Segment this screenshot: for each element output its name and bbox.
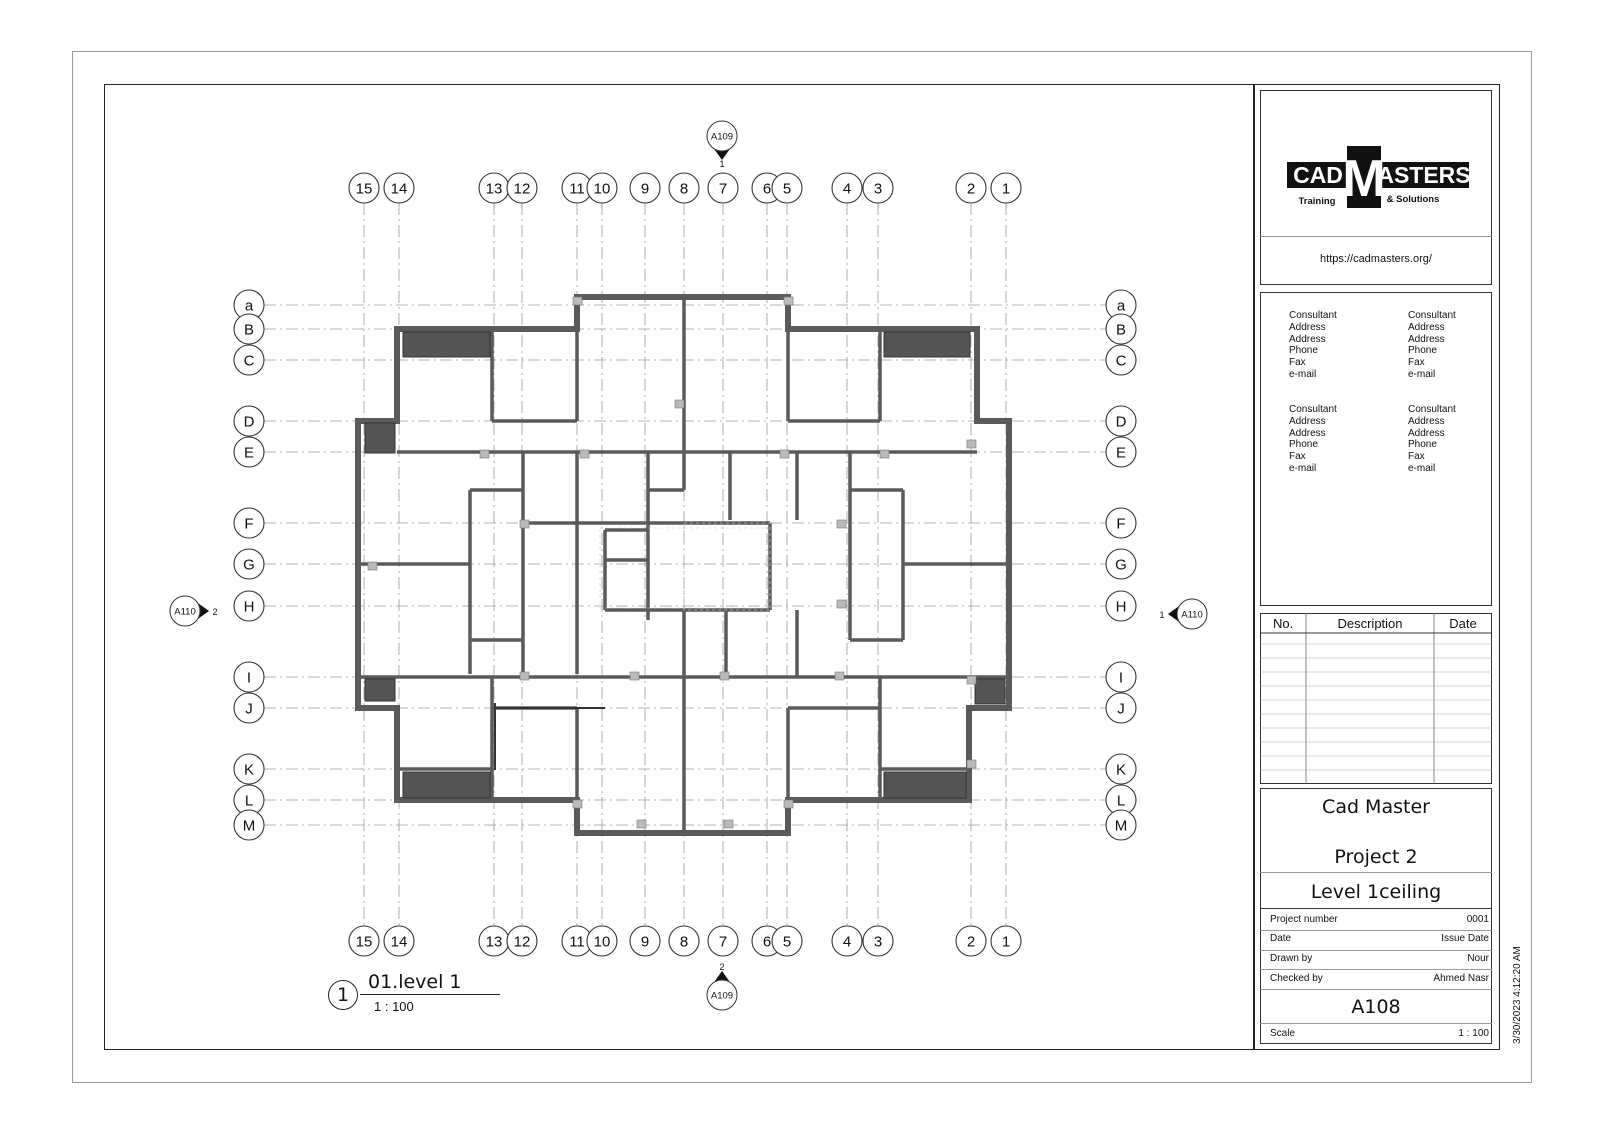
view-title-underline [360,994,500,995]
grid-bubble-left-F [234,508,264,538]
shaded-duct [365,423,395,453]
svg-text:6: 6 [762,180,772,198]
grid-bubble-top-15 [349,173,379,203]
svg-text:15: 15 [355,180,373,198]
grid-bubble-bottom-1 [991,926,1021,956]
column [368,562,377,570]
column [520,672,529,680]
section-ref: A110 [1181,609,1203,621]
titleblock-divider [1253,84,1255,1050]
grid-bubble-bottom-5 [772,926,802,956]
grid-bubble-left-E [234,437,264,467]
svg-text:M: M [242,817,256,835]
column [630,672,639,680]
consultant-block-4: Consultant Address Address Phone Fax e-mail [1408,404,1456,474]
grid-bubble-left-G [234,549,264,579]
grid-bubble-top-12 [507,173,537,203]
project-number-label: Project number [1270,914,1338,925]
svg-text:D: D [243,413,255,431]
grid-bubble-top-13 [479,173,509,203]
grid-bubble-right-K [1106,754,1136,784]
svg-text:6: 6 [762,933,772,951]
svg-text:K: K [243,761,255,779]
info-separator [1260,872,1492,873]
column [724,820,733,828]
drawn-by-value: Nour [1467,953,1489,964]
grid-bubble-bottom-14 [384,926,414,956]
svg-text:a: a [1116,297,1126,315]
section-marker-left [170,596,218,626]
svg-text:Training: Training [1298,196,1336,207]
company-name: Cad Master [1322,796,1430,818]
company-url[interactable]: https://cadmasters.org/ [1320,253,1432,265]
shaded-duct [975,679,1005,704]
section-number: 1 [719,159,725,169]
svg-text:14: 14 [390,180,408,198]
grid-bubble-bottom-12 [507,926,537,956]
svg-text:9: 9 [640,933,650,951]
column [967,760,976,768]
grid-bubble-bottom-2 [956,926,986,956]
svg-text:G: G [1115,556,1127,574]
grid-bubble-right-M [1106,810,1136,840]
grid-bubble-bottom-10 [587,926,617,956]
svg-text:K: K [1115,761,1127,779]
grid-bubble-top-9 [630,173,660,203]
svg-text:3: 3 [873,180,883,198]
drawn-by-label: Drawn by [1270,953,1313,964]
section-markers [170,121,1207,1010]
svg-text:M: M [1342,150,1386,208]
grid-bubble-bottom-8 [669,926,699,956]
grid-bubble-left-M [234,810,264,840]
rev-col-date: Date [1449,616,1477,631]
column [573,297,582,305]
view-title: 01.level 1 [368,971,462,993]
svg-text:13: 13 [485,180,503,198]
checked-by-label: Checked by [1270,973,1323,984]
project-number-value: 0001 [1466,914,1489,925]
grid-bubble-top-7 [708,173,738,203]
grid-bubble-right-E [1106,437,1136,467]
grid-bubble-bottom-13 [479,926,509,956]
svg-text:a: a [244,297,254,315]
svg-text:1: 1 [1001,933,1011,951]
column [573,800,582,808]
column [580,450,589,458]
row-divider [1260,1023,1492,1024]
grid-bubble-bottom-15 [349,926,379,956]
date-value: Issue Date [1441,933,1489,944]
row-divider [1260,950,1492,951]
svg-text:CAD: CAD [1293,162,1343,188]
svg-text:B: B [1115,321,1127,339]
svg-text:11: 11 [569,933,585,951]
grid-bubble-top-1 [991,173,1021,203]
revision-grid [1260,613,1492,784]
section-number: 2 [719,962,725,972]
date-label: Date [1270,933,1292,944]
grid-bubble-top-4 [832,173,862,203]
logo-separator [1260,236,1492,237]
column [967,440,976,448]
svg-text:11: 11 [569,180,585,198]
grid-bubble-bottom-9 [630,926,660,956]
svg-text:I: I [246,669,252,687]
grid-bubble-top-5 [772,173,802,203]
grid-bubble-bottom-4 [832,926,862,956]
svg-text:4: 4 [842,180,852,198]
svg-text:C: C [1115,352,1127,370]
svg-text:H: H [243,598,255,616]
grid-bubble-bottom-7 [708,926,738,956]
project-name: Project 2 [1334,846,1418,868]
walls [358,297,1009,833]
svg-text:J: J [245,700,253,718]
shaded-duct [403,332,490,357]
svg-text:12: 12 [513,180,531,198]
column [880,450,889,458]
svg-text:F: F [1116,515,1126,533]
sheet-name: Level 1ceiling [1310,881,1442,903]
svg-text:2: 2 [966,933,976,951]
svg-text:5: 5 [782,180,792,198]
view-number-bubble: 1 [328,980,358,1010]
row-divider [1260,930,1492,931]
section-ref: A109 [710,990,734,1002]
grid-bubble-right-G [1106,549,1136,579]
scale-value: 1 : 100 [1458,1028,1489,1039]
grid-bubble-right-H [1106,591,1136,621]
column [637,820,646,828]
svg-text:15: 15 [355,933,373,951]
svg-text:4: 4 [842,933,852,951]
column [967,676,976,684]
shaded-duct [365,679,395,701]
svg-text:9: 9 [640,180,650,198]
grid-bubble-top-3 [863,173,893,203]
grid-bubble-right-J [1106,693,1136,723]
grid-bubble-left-K [234,754,264,784]
svg-text:E: E [243,444,255,462]
svg-text:F: F [244,515,254,533]
column [675,400,684,408]
column [480,450,489,458]
svg-text:& Solutions: & Solutions [1386,194,1440,205]
svg-text:7: 7 [718,180,728,198]
section-ref: A110 [174,606,196,618]
svg-text:2: 2 [966,180,976,198]
sheet-number: A108 [1351,996,1401,1018]
grid-bubble-left-I [234,662,264,692]
rev-col-description: Description [1337,616,1403,631]
grid-bubble-left-H [234,591,264,621]
grid-bubble-top-8 [669,173,699,203]
consultant-block-3: Consultant Address Address Phone Fax e-mail [1289,404,1337,474]
checked-by-value: Ahmed Nasr [1433,973,1489,984]
section-marker-right [1159,599,1207,629]
svg-text:8: 8 [679,933,689,951]
svg-text:B: B [243,321,255,339]
cadmasters-logo [1285,146,1475,210]
column [520,520,529,528]
consultant-block-1: Consultant Address Address Phone Fax e-mail [1289,310,1337,380]
section-ref: A109 [710,131,734,143]
column [720,672,729,680]
svg-text:10: 10 [593,933,611,951]
svg-text:H: H [1115,598,1127,616]
grid-bubble-left-J [234,693,264,723]
svg-text:12: 12 [513,933,531,951]
svg-text:D: D [1115,413,1127,431]
column [835,672,844,680]
consultant-block-2: Consultant Address Address Phone Fax e-mail [1408,310,1456,380]
rev-col-no: No. [1273,616,1294,631]
svg-text:13: 13 [485,933,503,951]
row-divider [1260,969,1492,970]
svg-text:G: G [243,556,255,574]
svg-text:10: 10 [593,180,611,198]
info-separator [1260,908,1492,909]
column [784,297,793,305]
section-number: 2 [212,607,218,617]
svg-text:5: 5 [782,933,792,951]
grid-bubble-right-D [1106,406,1136,436]
grid-bubble-top-14 [384,173,414,203]
column [780,450,789,458]
svg-text:I: I [1118,669,1124,687]
column [837,520,846,528]
shaded-duct [884,332,970,357]
svg-text:8: 8 [679,180,689,198]
section-number: 1 [1159,610,1165,620]
svg-text:1: 1 [1001,180,1011,198]
column [784,800,793,808]
svg-text:C: C [243,352,255,370]
grid-bubble-left-C [234,345,264,375]
column [837,600,846,608]
grid-bubble-right-F [1106,508,1136,538]
svg-text:L: L [244,792,254,810]
svg-text:3: 3 [873,933,883,951]
grid-bubble-left-B [234,314,264,344]
view-scale: 1 : 100 [374,999,414,1014]
shaded-duct [884,772,966,798]
section-marker-bottom [707,962,737,1010]
svg-text:L: L [1116,792,1126,810]
grid-bubble-bottom-3 [863,926,893,956]
shaded-duct [403,772,490,798]
row-divider [1260,989,1492,990]
svg-text:J: J [1117,700,1125,718]
core-opening [684,523,770,610]
grid-bubble-top-2 [956,173,986,203]
grid-bubble-right-C [1106,345,1136,375]
grid-bubble-right-B [1106,314,1136,344]
print-timestamp: 3/30/2023 4:12:20 AM [1512,946,1523,1044]
svg-text:ASTERS: ASTERS [1377,162,1471,188]
grid-bubble-top-10 [587,173,617,203]
section-marker-top [707,121,737,169]
svg-text:E: E [1115,444,1127,462]
svg-text:M: M [1114,817,1128,835]
svg-text:14: 14 [390,933,408,951]
svg-text:7: 7 [718,933,728,951]
scale-label: Scale [1270,1028,1296,1039]
grid-bubble-left-D [234,406,264,436]
grid-bubble-right-I [1106,662,1136,692]
